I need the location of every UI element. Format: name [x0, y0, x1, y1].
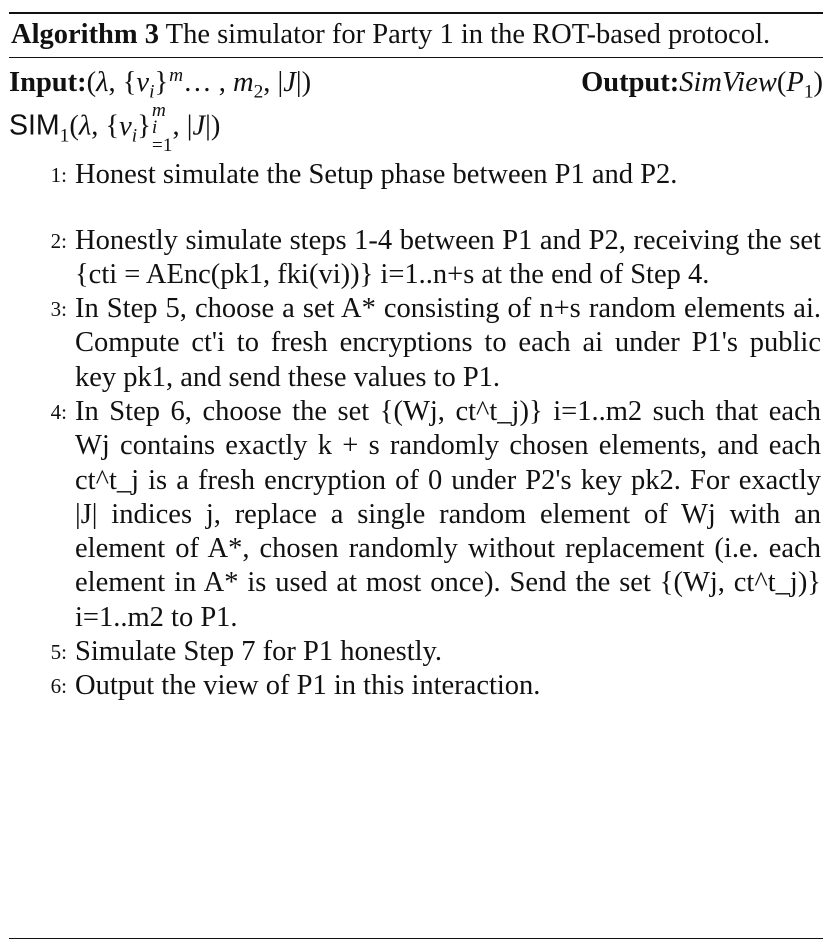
step-list: [9, 158, 823, 703]
step-item: [9, 224, 823, 293]
step-item: [9, 635, 823, 669]
input-label: Input:: [9, 67, 87, 98]
algorithm-title: The simulator for Party 1 in the ROT-based protocol.: [165, 19, 771, 50]
output-spec: $Output:SimView(P_1)$: [581, 67, 823, 103]
input-spec: Input:(λ, $\{v_i\}$ m … , $m_2$, |J|): [9, 65, 312, 103]
step-number: 3:: [50, 297, 67, 322]
step-number: 2:: [50, 228, 67, 253]
algorithm-label: Algorithm 3: [11, 19, 160, 50]
step-text: Honest simulate the Setup phase between P1 and P2.: [75, 159, 678, 191]
io-line: [9, 58, 823, 102]
step-number: 6:: [50, 674, 67, 699]
step-text: Output the view of P1 in this interaction.: [75, 670, 541, 702]
bottom-rule: [9, 938, 823, 939]
step-text: Honestly simulate steps 1-4 between P1 and P2, receiving the set {cti = AEnc(pk1, fki(vi))} i=1..n+s at the end of Step 4.: [75, 224, 821, 290]
step-number: 4:: [50, 399, 67, 424]
simulator-signature: $SIM_1(\lambda$, $\{v_i\}$ m i =1 , |J|): [9, 99, 221, 156]
spacer: [9, 193, 823, 224]
step-item: [9, 395, 823, 635]
step-number: 5:: [50, 640, 67, 665]
step-text: Simulate Step 7 for P1 honestly.: [75, 636, 443, 668]
output-label: Output:: [581, 67, 680, 98]
step-item: [9, 158, 823, 192]
step-text: In Step 6, choose the set {(Wj, ct^t_j)} i=1..m2 such that each Wj contains exactly k + s randomly chosen elements, and each ct^t_j is a fresh encryption of 0 under P2's key pk2. For exactly |J| indices j, replace a single random element of Wj with an element of A*, chosen randomly without replacement (i.e. each element in A* is used at most once). Send the set {(Wj, ct^t_j)} i=1..m2 to P1.: [75, 395, 821, 633]
step-item: [9, 669, 823, 703]
algorithm-block: [9, 12, 823, 704]
step-number: 1:: [50, 163, 67, 188]
algorithm-caption: [9, 14, 823, 58]
step-text: In Step 5, choose a set A* consisting of n+s random elements ai. Compute ct'i to fresh encryptions to each ai under P1's public key pk1, and send these values to P1.: [75, 293, 821, 393]
step-item: [9, 292, 823, 395]
